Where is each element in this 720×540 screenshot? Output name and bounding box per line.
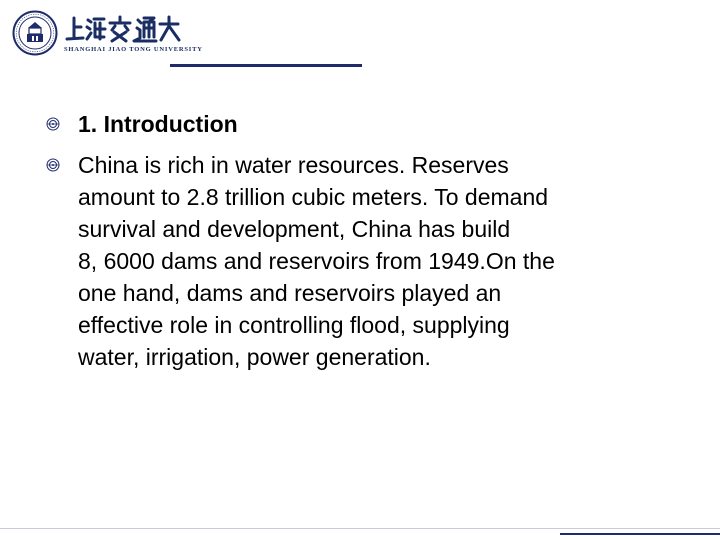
university-name-english: SHANGHAI JIAO TONG UNIVERSITY — [64, 46, 203, 53]
paragraph-bullet — [46, 149, 686, 409]
target-bullet-icon — [46, 158, 60, 172]
header-divider — [170, 64, 362, 67]
heading-bullet — [46, 108, 686, 142]
body-paragraph: China is rich in water resources. Reserves amount to 2.8 trillion cubic meters. To demand survival and development, China has build 8, 6000 dams and reservoirs from 1949.On the one hand, dams and reservoirs played an effective role in controlling flood, supplying water, irrigation, power generation. — [78, 152, 555, 370]
footer-divider — [0, 528, 720, 529]
target-bullet-icon — [46, 117, 60, 131]
university-seal-icon — [12, 10, 58, 56]
university-name-calligraphy — [64, 14, 184, 44]
footer-accent-bar — [560, 533, 720, 535]
section-heading: 1. Introduction — [78, 111, 238, 137]
university-header — [12, 10, 212, 70]
